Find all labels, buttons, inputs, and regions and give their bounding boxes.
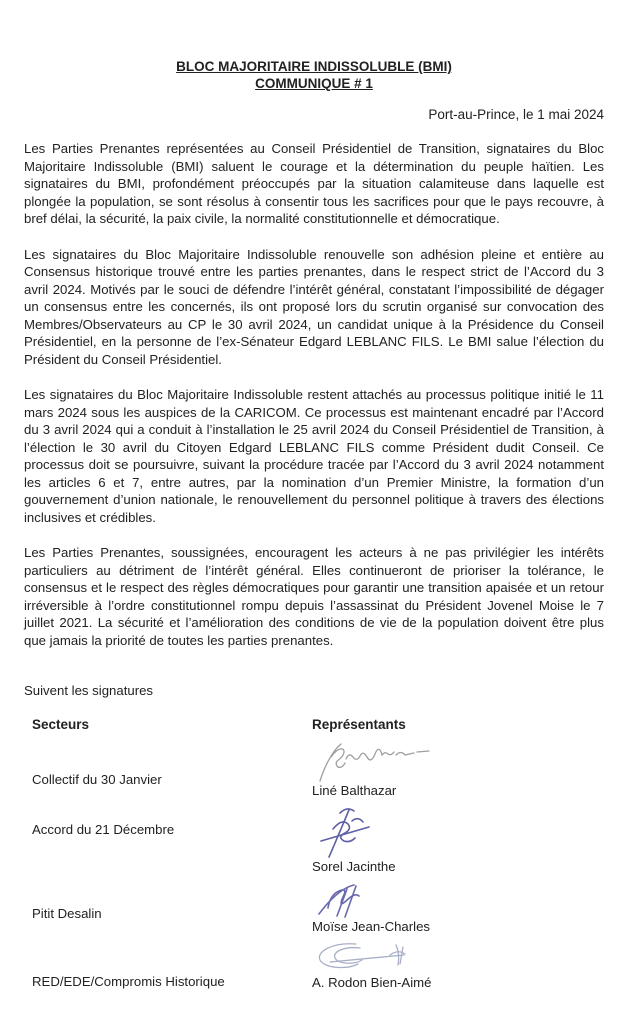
dateline: Port-au-Prince, le 1 mai 2024 [428, 107, 604, 122]
paragraph-4: Les Parties Prenantes, soussignées, encouragent les acteurs à ne pas privilégier les intérêts particuliers au détriment de l’intérêt général. Elles continueront de prioriser la tolérance, le consensus et le respect des règles démocratiques pour garantir une transition apaisée et un retour irréversible à l’ordre constitutionnel rompu depuis l’assassinat du Président Jovenel Moise le 7 juillet 2021. La sécurité et l’amélioration des conditions de vie de la population doivent être plus que jamais la priorité de toutes les parties prenantes. [24, 545, 604, 648]
paragraph-3: Les signataires du Bloc Majoritaire Indissoluble restent attachés au processus politique initié le 11 mars 2024 sous les auspices de la CARICOM. Ce processus est maintenant encadré par l’Accord du 3 avril 2024 qui a conduit à l’installation le 25 avril 2024 du Conseil Présidentiel de Transition, à l’élection le 30 avril du Citoyen Edgard LEBLANC FILS comme Président dudit Conseil. Ce processus doit se poursuivre, suivant la procédure tracée par l’Accord du 3 avril 2024 notamment les articles 6 et 7, entre autres, par la nomination d’un Premier Ministre, la formation d’un gouvernement d’union nationale, le renouvellement du personnel politique à travers des élections inclusives et crédibles. [24, 387, 604, 525]
bien-aime-signature-icon [312, 938, 431, 974]
signature-table-header [24, 717, 604, 732]
paragraph-2: Les signataires du Bloc Majoritaire Indissoluble renouvelle son adhésion pleine et entière au Consensus historique trouvé entre les parties prenantes, dans le respect strict de l’Accord du 3 avril 2024. Motivés par le souci de défendre l’intérêt général, constatant l’impossibilité de dégager un consensus entre les concernés, ils ont proposé lors du scrutin organisé sur convocation des Membres/Observateurs au CP le 30 avril 2024, un candidat unique à la Présidence du Conseil Présidentiel, en la personne de l’ex-Sénateur Edgard LEBLANC FILS. Le BMI salue l’élection du Président du Conseil Présidentiel. [24, 246, 604, 367]
representative-name: Moïse Jean-Charles [312, 919, 431, 934]
signature-table [24, 717, 604, 992]
sectors-column-header: Secteurs [32, 717, 90, 732]
jacinthe-signature-icon [312, 806, 396, 858]
representative-name: Liné Balthazar [312, 783, 397, 798]
table-row [24, 806, 604, 876]
jean-charles-signature-icon [312, 880, 430, 918]
representatives-column-header: Représentants [312, 717, 406, 732]
title-line-1: BLOC MAJORITAIRE INDISSOLUBLE (BMI) [176, 59, 452, 74]
balthazar-signature-icon [312, 742, 440, 782]
representative-name: A. Rodon Bien-Aimé [312, 975, 432, 990]
sector-label: Accord du 21 Décembre [32, 822, 175, 837]
table-row [24, 938, 604, 992]
sector-label: Pitit Desalin [32, 906, 102, 921]
title-line-2: COMMUNIQUE # 1 [255, 76, 373, 91]
representative-name: Sorel Jacinthe [312, 859, 396, 874]
paragraph-1: Les Parties Prenantes représentées au Conseil Présidentiel de Transition, signataires du Bloc Majoritaire Indissoluble (BMI) saluent le courage et la détermination du peuple haïtien. Les signataires du BMI, profondément préoccupés par la situation calamiteuse dans laquelle est plongée la population, se sont résolus à consentir tous les sacrifices pour que le pays recouvre, à bref délai, la sécurité, la paix civile, la normalité constitutionnelle et démocratique. [24, 141, 604, 226]
document-body [24, 140, 604, 649]
table-row [24, 742, 604, 800]
signatures-intro: Suivent les signatures [24, 683, 154, 698]
table-row [24, 880, 604, 936]
sector-label: RED/EDE/Compromis Historique [32, 974, 225, 989]
sector-label: Collectif du 30 Janvier [32, 772, 162, 787]
document-title [24, 58, 604, 92]
